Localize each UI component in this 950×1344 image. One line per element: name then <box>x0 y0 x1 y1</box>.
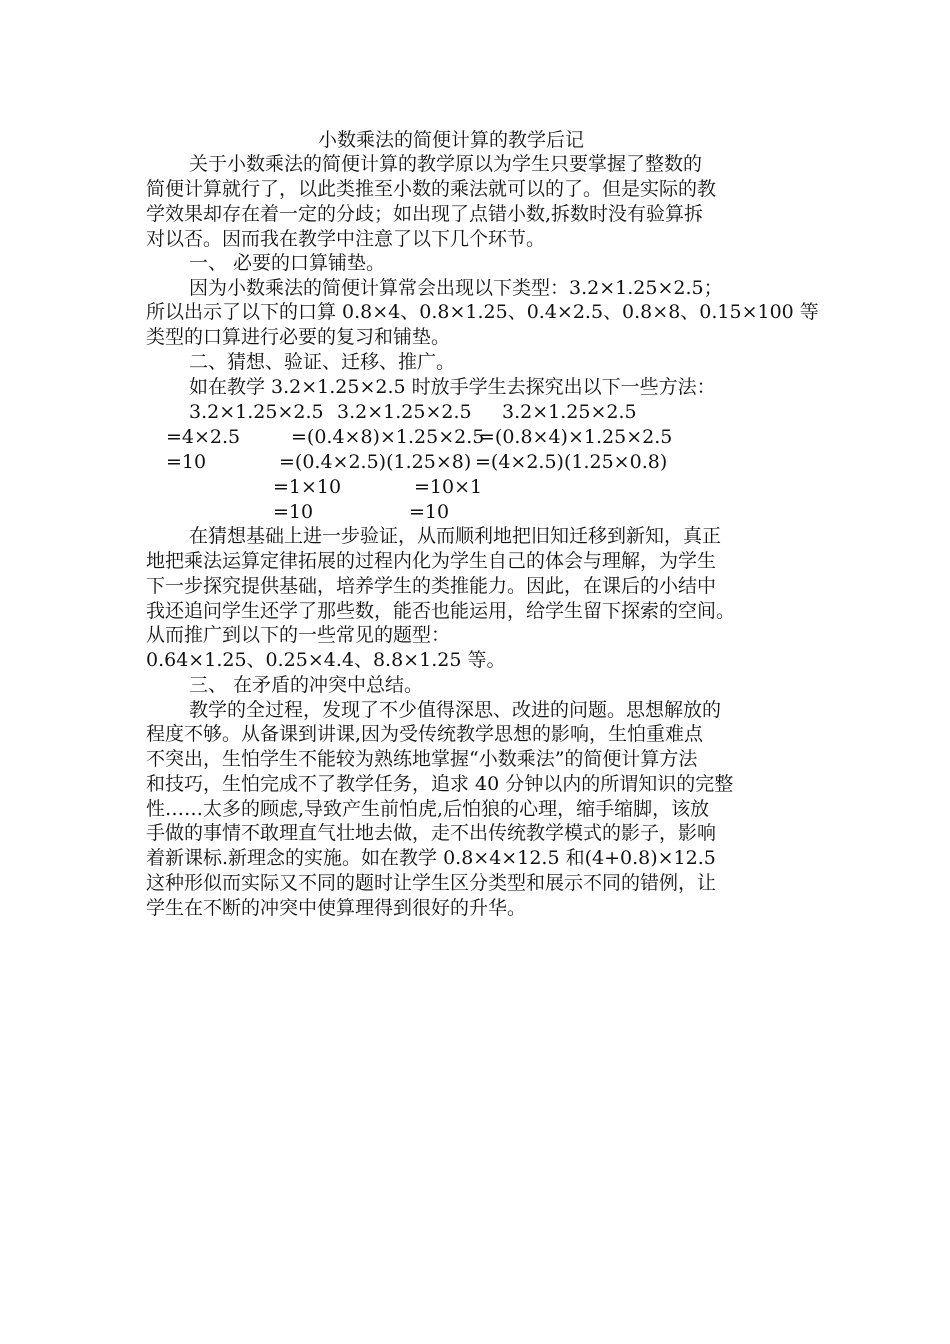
method-3-step-4: =10×1 <box>414 476 483 498</box>
section-1-line-3: 类型的口算进行必要的复习和铺垫。 <box>146 326 451 348</box>
section-3-line-8: 这种形似而实际又不同的题时让学生区分类型和展示不同的错例，让 <box>146 872 717 894</box>
intro-line-1: 关于小数乘法的简便计算的教学原以为学生只要掌握了整数的 <box>189 153 703 175</box>
section-1-line-1: 因为小数乘法的简便计算常会出现以下类型：3.2×1.25×2.5； <box>189 277 723 299</box>
section-1-heading: 一、 必要的口算铺垫。 <box>189 252 386 274</box>
method-3-step-3: =(4×2.5)(1.25×0.8) <box>475 451 668 473</box>
method-3-step-5: =10 <box>409 501 450 523</box>
method-3-step-1: 3.2×1.25×2.5 <box>502 401 637 423</box>
method-3-step-2: =(0.8×4)×1.25×2.5 <box>479 426 673 448</box>
intro-line-2: 简便计算就行了，以此类推至小数的乘法就可以的了。但是实际的教 <box>146 178 717 200</box>
section-3-line-7: 着新课标.新理念的实施。如在教学 0.8×4×12.5 和(4+0.8)×12.5 <box>146 847 716 869</box>
section-2-line-2: 地把乘法运算定律拓展的过程内化为学生自己的体会与理解，为学生 <box>146 550 717 572</box>
section-3-heading: 三、 在矛盾的冲突中总结。 <box>189 674 424 696</box>
method-2-step-1: 3.2×1.25×2.5 <box>337 401 472 423</box>
intro-line-3: 学效果却存在着一定的分歧；如出现了点错小数,拆数时没有验算拆 <box>146 203 704 225</box>
section-2-line-3: 下一步探究提供基础，培养学生的类推能力。因此，在课后的小结中 <box>146 575 717 597</box>
method-2-step-4: =1×10 <box>273 476 342 498</box>
method-1-step-1: 3.2×1.25×2.5 <box>189 401 324 423</box>
method-2-step-2: =(0.4×8)×1.25×2.5 <box>291 426 485 448</box>
section-2-line-4: 我还追问学生还学了那些数，能否也能运用，给学生留下探索的空间。 <box>146 600 736 622</box>
method-1-step-2: =4×2.5 <box>166 426 241 448</box>
intro-line-4: 对以否。因而我在教学中注意了以下几个环节。 <box>146 228 546 250</box>
section-3-line-9: 学生在不断的冲突中使算理得到很好的升华。 <box>146 897 527 919</box>
section-2-heading: 二、猜想、验证、迁移、推广。 <box>189 351 456 373</box>
document-title: 小数乘法的简便计算的教学后记 <box>318 129 585 151</box>
section-3-line-5: 性……太多的顾虑,导致产生前怕虎,后怕狼的心理，缩手缩脚，该放 <box>146 798 710 820</box>
method-2-step-3: =(0.4×2.5)(1.25×8) <box>279 451 472 473</box>
section-1-line-2: 所以出示了以下的口算 0.8×4、0.8×1.25、0.4×2.5、0.8×8、0.15×100 等 <box>146 301 819 323</box>
section-3-line-4: 和技巧，生怕完成不了教学任务，追求 40 分钟以内的所谓知识的完整 <box>146 773 734 795</box>
section-3-line-1: 教学的全过程，发现了不少值得深思、改进的问题。思想解放的 <box>189 699 722 721</box>
section-2-line-5: 从而推广到以下的一些常见的题型： <box>146 624 451 646</box>
method-1-step-3: =10 <box>166 451 207 473</box>
section-2-lead: 如在教学 3.2×1.25×2.5 时放手学生去探究出以下一些方法： <box>189 376 716 398</box>
section-3-line-2: 程度不够。从备课到讲课,因为受传统教学思想的影响，生怕重难点 <box>146 723 704 745</box>
section-2-line-6: 0.64×1.25、0.25×4.4、8.8×1.25 等。 <box>146 649 506 671</box>
section-2-line-1: 在猜想基础上进一步验证，从而顺利地把旧知迁移到新知，真正 <box>189 525 722 547</box>
method-2-step-5: =10 <box>273 501 314 523</box>
section-3-line-6: 手做的事情不敢理直气壮地去做，走不出传统教学模式的影子，影响 <box>146 822 717 844</box>
section-3-line-3: 不突出，生怕学生不能较为熟练地掌握“小数乘法”的简便计算方法 <box>146 748 698 770</box>
